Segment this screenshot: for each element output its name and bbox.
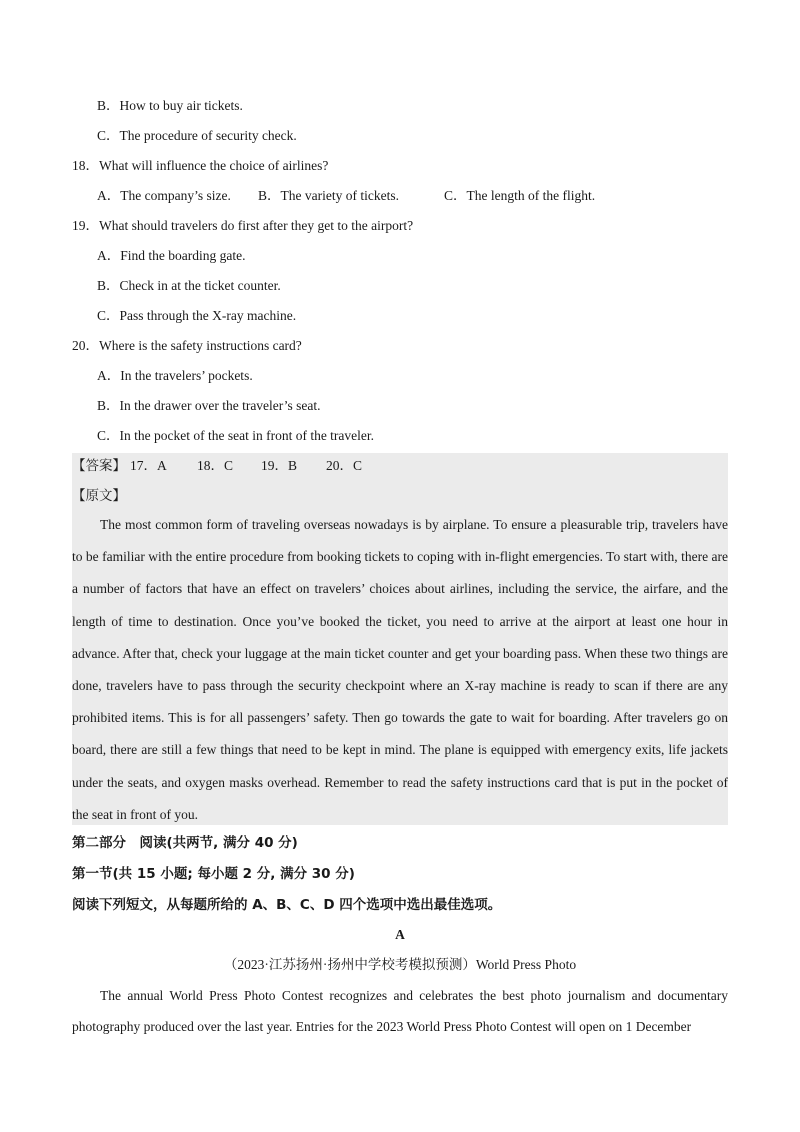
q19-option-c: C．Pass through the X-ray machine.: [97, 308, 297, 323]
passage-text: The annual World Press Photo Contest recognizes and celebrates the best photo journalism and documentary photography produced over the last year. Entries for the 2023 World Press Photo Contest will open on 1 December: [72, 988, 728, 1034]
answer-item: 20．C: [326, 458, 363, 473]
q18-option-c: C．The length of the flight.: [444, 188, 596, 203]
q19-option-a: A．Find the boarding gate.: [97, 248, 246, 263]
q18-option-b: B．The variety of tickets.: [258, 188, 399, 203]
transcript-label: 【原文】: [72, 488, 126, 504]
answer-label: 【答案】: [72, 458, 126, 474]
passage-letter: A: [395, 927, 405, 942]
q20-stem: 20．Where is the safety instructions card?: [72, 338, 302, 353]
answer-item: 19．B: [261, 458, 298, 473]
q17-option-c: C．The procedure of security check.: [97, 128, 297, 143]
q20-option-c: C．In the pocket of the seat in front of the traveler.: [97, 428, 375, 443]
transcript-text: The most common form of traveling overseas nowadays is by airplane. To ensure a pleasurable trip, travelers have to be familiar with the entire procedure from booking tickets to coping with in-flight emergencies. To start with, there are a number of factors that have an effect on travelers’ choices about airlines, including the service, the airfare, and the length of time to destination. Once you’ve booked the ticket, you need to arrive at the airport at least one hour in advance. After that, check your luggage at the main ticket counter and get your boarding pass. When these two things are done, travelers have to pass through the security checkpoint where an X-ray machine is ready to scan if there are any prohibited items. This is for all passengers’ safety. Then go towards the gate to wait for boarding. After travelers go on board, there are still a few things that need to be kept in mind. The plane is equipped with emergency exits, life jackets under the seats, and oxygen masks overhead. Remember to read the safety instructions card that is put in the pocket of the seat in front of you.: [72, 517, 728, 822]
q19-option-b: B．Check in at the ticket counter.: [97, 278, 281, 293]
section-title: 第一节(共 15 小题; 每小题 2 分, 满分 30 分): [72, 866, 355, 882]
q18-option-a: A．The company’s size.: [97, 188, 231, 203]
q20-option-a: A．In the travelers’ pockets.: [97, 368, 253, 383]
answer-row: [72, 456, 126, 476]
q18-stem: 18．What will influence the choice of airlines?: [72, 158, 329, 173]
q20-option-b: B．In the drawer over the traveler’s seat.: [97, 398, 321, 413]
answer-item: 18．C: [197, 458, 234, 473]
q19-stem: 19．What should travelers do first after they get to the airport?: [72, 218, 414, 233]
part-title: 第二部分 阅读(共两节, 满分 40 分): [72, 835, 298, 851]
passage-source: （2023·江苏扬州·扬州中学校考模拟预测）World Press Photo: [223, 957, 577, 972]
instruction: 阅读下列短文，从每题所给的 A、B、C、D 四个选项中选出最佳选项。: [72, 897, 502, 913]
answer-item: 17．A: [130, 458, 167, 473]
q17-option-b: B．How to buy air tickets.: [97, 98, 243, 113]
